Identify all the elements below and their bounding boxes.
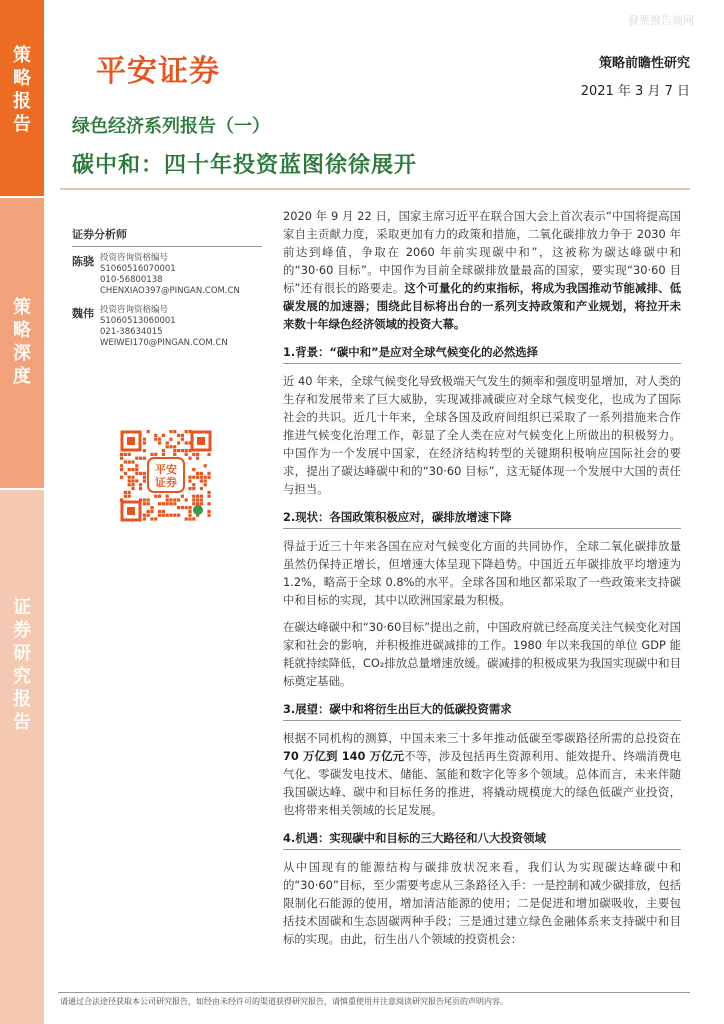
qr-module [166, 514, 169, 517]
qr-module [173, 502, 176, 505]
qr-module [166, 495, 169, 498]
analyst-cert-number: S1060516070001 [100, 264, 176, 274]
qr-module [207, 510, 210, 513]
analyst-cert-label: 投资咨询资格编号 [100, 305, 169, 315]
qr-module [188, 510, 191, 513]
sidebar-char: 券 [13, 620, 31, 641]
qr-module [124, 495, 127, 498]
qr-module [192, 453, 195, 456]
report-type-label: 策略前瞻性研究 [598, 56, 690, 71]
qr-module [135, 472, 138, 475]
sidebar-char: 究 [13, 666, 31, 687]
qr-module [185, 498, 188, 501]
qr-module [207, 495, 210, 498]
qr-module [173, 430, 176, 433]
qr-module [185, 517, 188, 520]
qr-module [169, 438, 172, 441]
qr-module [128, 479, 131, 482]
qr-module [188, 506, 191, 509]
qr-module [120, 457, 123, 460]
qr-module [131, 483, 134, 486]
qr-module [154, 453, 157, 456]
sidebar-char: 告 [13, 114, 31, 135]
qr-module [169, 430, 172, 433]
qr-module [139, 472, 142, 475]
qr-module [154, 434, 157, 437]
qr-module [173, 498, 176, 501]
report-date: 2021 年 3 月 7 日 [580, 84, 690, 99]
sidebar-block-depth [0, 198, 44, 488]
qr-module [150, 506, 153, 509]
qr-module [158, 438, 161, 441]
qr-module [181, 438, 184, 441]
qr-module [131, 460, 134, 463]
qr-module [181, 449, 184, 452]
qr-module [128, 483, 131, 486]
qr-module [143, 449, 146, 452]
qr-module [135, 457, 138, 460]
qr-module [192, 476, 195, 479]
qr-module [124, 453, 127, 456]
qr-module [143, 476, 146, 479]
qr-module [192, 495, 195, 498]
qr-module [128, 453, 131, 456]
qr-module [173, 449, 176, 452]
qr-module [131, 479, 134, 482]
sidebar-char: 策 [13, 297, 31, 318]
qr-module [158, 495, 161, 498]
qr-module [135, 468, 138, 471]
qr-module [143, 472, 146, 475]
qr-module [150, 517, 153, 520]
section-paragraph: 近 40 年来，全球气候变化导致极端天气发生的频率和强度明显增加，对人类的生存和发展带来了巨大威胁，实现减排减碳应对全球气候变化，也成为了国际社会的共识。近几十年来，全球各国及政府间组织已采取了一系列措施来合作推进气候变化治理工作，彰显了全人类在应对气候变化上所做出的积极努力。中国作为一个发展中国家，在经济结构转型的关键期积极响应国际社会的要求，提出了碳达峰碳中和的“30·60 目标”，这无疑体现一个发展中大国的责任与担当。 [283, 374, 681, 496]
qr-module [207, 502, 210, 505]
qr-module [120, 453, 123, 456]
sidebar-char: 研 [13, 643, 31, 664]
qr-module [143, 502, 146, 505]
qr-module [158, 502, 161, 505]
qr-module [120, 464, 123, 467]
qr-module [207, 453, 210, 456]
section-heading: 2.现状：各国政策积极应对，碳排放增速下降 [283, 507, 681, 529]
sidebar-block-research [0, 490, 44, 1024]
qr-module [185, 430, 188, 433]
sidebar-block-report [0, 0, 44, 196]
investment-range: 70 万亿到 140 万亿元 [283, 749, 405, 763]
qr-code-image [118, 428, 214, 524]
qr-module [143, 441, 146, 444]
analyst-entry [72, 305, 262, 349]
qr-module [185, 441, 188, 444]
qr-module [135, 479, 138, 482]
qr-module [128, 491, 131, 494]
qr-module [135, 464, 138, 467]
qr-module [169, 514, 172, 517]
qr-module [188, 514, 191, 517]
company-logo: 平安证券 [96, 54, 220, 89]
report-body [283, 207, 681, 957]
qr-module [147, 514, 150, 517]
qr-module [173, 514, 176, 517]
left-sidebar [0, 0, 44, 1024]
qr-module [124, 460, 127, 463]
qr-module [181, 495, 184, 498]
qr-module [169, 445, 172, 448]
qr-module [124, 472, 127, 475]
qr-module [196, 498, 199, 501]
series-title: 绿色经济系列报告（一） [72, 116, 270, 137]
qr-module [162, 449, 165, 452]
qr-module [154, 517, 157, 520]
qr-module [131, 476, 134, 479]
qr-module [192, 483, 195, 486]
qr-module [158, 510, 161, 513]
qr-module [185, 506, 188, 509]
qr-module [177, 498, 180, 501]
qr-module [120, 468, 123, 471]
qr-module [200, 472, 203, 475]
qr-module [158, 514, 161, 517]
qr-module [120, 476, 123, 479]
analyst-panel [72, 226, 262, 357]
qr-module [139, 487, 142, 490]
qr-module [139, 457, 142, 460]
qr-module [169, 498, 172, 501]
qr-module [162, 502, 165, 505]
qr-module [177, 449, 180, 452]
qr-module [192, 502, 195, 505]
qr-module [177, 506, 180, 509]
qr-module [204, 483, 207, 486]
qr-module [188, 517, 191, 520]
qr-module [188, 487, 191, 490]
qr-module [196, 502, 199, 505]
analyst-name: 陈骁 [72, 255, 94, 268]
intro-emphasis: 这个可量化的约束指标，将成为我国推动节能减排、低碳发展的加速器；围绕此目标将出台的一系列支持政策和产业规划，将拉开未来数十年绿色经济领域的投资大幕。 [283, 281, 681, 331]
qr-module [150, 453, 153, 456]
qr-module [173, 453, 176, 456]
footer-disclaimer: 请通过合法途径获取本公司研究报告，如经由未经许可的渠道获得研究报告，请慎重使用并注意阅读研究报告尾页的声明内容。 [60, 997, 508, 1006]
section-paragraph: 从中国现有的能源结构与碳排放状况来看，我们认为实现碳达峰碳中和的“30·60”目标，至少需要考虑从三条路径入手：一是控制和减少碳排放，包括限制化石能源的使用，增加清洁能源的使用；二是促进和增加碳吸收，主要包括技术固碳和生态固碳两种手段；三是通过建立绿色金融体系来支持碳中和目标的实现。由此，衍生出八个领域的投资机会： [283, 860, 681, 946]
intro-text: 2020 年 9 月 22 日，国家主席习近平在联合国大会上首次表示“中国将提高国家自主贡献力度，采取更加有力的政策和措施，二氧化碳排放力争于 2030 年前达到峰值，争取在 2060 年前实现碳中和”，这被称为碳达峰碳中和的“30·60 目标”。中国作为目前全球碳排放量最高的国家，要实现“30·60 目标”还有很长的路要走。 [283, 209, 681, 295]
qr-logo-text-1: 平安 [155, 463, 177, 476]
qr-module [162, 453, 165, 456]
qr-module [196, 457, 199, 460]
qr-module [207, 514, 210, 517]
qr-module [143, 438, 146, 441]
qr-module [143, 514, 146, 517]
section-heading: 1.背景：“碳中和”是应对全球气候变化的必然选择 [283, 342, 681, 364]
title-divider [60, 188, 690, 190]
sidebar-char: 略 [13, 320, 31, 341]
qr-module [143, 479, 146, 482]
analyst-heading: 证券分析师 [72, 226, 262, 247]
qr-module [143, 457, 146, 460]
qr-module [158, 441, 161, 444]
intro-paragraph [283, 207, 681, 333]
section-paragraph: 在碳达峰碳中和“30·60目标”提出之前，中国政府就已经高度关注气候变化对国家和社会的影响，并积极推进碳减排的工作。1980 年以来我国的单位 GDP 能耗就持续降低，CO₂排放总量增速放缓。碳减排的积极成果为我国实现碳中和目标奠定基础。 [283, 620, 681, 688]
qr-module [196, 495, 199, 498]
qr-module [143, 517, 146, 520]
qr-module [204, 479, 207, 482]
qr-module [192, 468, 195, 471]
qr-module [131, 487, 134, 490]
qr-module [162, 510, 165, 513]
qr-module [154, 438, 157, 441]
qr-module [166, 498, 169, 501]
qr-module [162, 434, 165, 437]
qr-module [192, 487, 195, 490]
qr-module [128, 476, 131, 479]
qr-module [185, 453, 188, 456]
qr-module [166, 502, 169, 505]
qr-module [200, 502, 203, 505]
qr-module [188, 476, 191, 479]
qr-module [147, 502, 150, 505]
qr-module [166, 445, 169, 448]
qr-module [166, 441, 169, 444]
analyst-phone: 010-56800138 [100, 275, 163, 285]
qr-module [154, 495, 157, 498]
page-title: 碳中和：四十年投资蓝图徐徐展开 [72, 153, 418, 178]
qr-module [204, 464, 207, 467]
watermark: 發票撥告商网 [628, 14, 694, 27]
qr-module [147, 498, 150, 501]
qr-module [173, 445, 176, 448]
qr-module [181, 506, 184, 509]
sidebar-char: 策 [13, 45, 31, 66]
sidebar-char: 报 [13, 91, 31, 112]
qr-module [200, 479, 203, 482]
qr-module [128, 468, 131, 471]
analyst-cert-label: 投资咨询资格编号 [100, 253, 169, 263]
analyst-entry [72, 253, 262, 297]
qr-module [204, 476, 207, 479]
qr-module [200, 495, 203, 498]
qr-module [196, 453, 199, 456]
sidebar-char: 深 [13, 343, 31, 364]
section-heading: 4.机遇：实现碳中和目标的三大路径和八大投资领域 [283, 828, 681, 850]
analyst-phone: 021-38634015 [100, 327, 163, 337]
qr-module [188, 479, 191, 482]
qr-module [200, 498, 203, 501]
qr-module [185, 449, 188, 452]
analyst-email[interactable]: WEIWEI170@PINGAN.COM.CN [100, 338, 228, 348]
qr-module [200, 476, 203, 479]
qr-module [124, 491, 127, 494]
qr-module [128, 495, 131, 498]
section-heading: 3.展望：碳中和将衍生出巨大的低碳投资需求 [283, 699, 681, 721]
analyst-name: 魏伟 [72, 307, 94, 320]
qr-module [207, 491, 210, 494]
footer-divider [58, 992, 690, 993]
analyst-email[interactable]: CHENXIAO397@PINGAN.COM.CN [100, 286, 240, 296]
qr-module [196, 472, 199, 475]
qr-module [147, 510, 150, 513]
qr-module [139, 483, 142, 486]
sidebar-char: 告 [13, 712, 31, 733]
qr-module [143, 498, 146, 501]
qr-module [131, 468, 134, 471]
sidebar-char: 略 [13, 68, 31, 89]
qr-module [188, 457, 191, 460]
section-paragraph: 得益于近三十年来各国在应对气候变化方面的共同协作，全球二氧化碳排放量虽然仍保持正增长，但增速大体呈现下降趋势。中国近五年碳排放平均增速为 1.2%，略高于全球 0.8%的水平。全球各国和地区都采取了一些政策来支持碳中和目标的实现，其中以欧洲国家最为积极。 [283, 539, 681, 607]
qr-module [207, 476, 210, 479]
qr-module [196, 476, 199, 479]
sidebar-char: 证 [13, 597, 31, 618]
qr-module [181, 434, 184, 437]
qr-module [177, 441, 180, 444]
sidebar-char: 报 [13, 689, 31, 710]
qr-module [192, 517, 195, 520]
qr-module [200, 487, 203, 490]
section-paragraph: 根据不同机构的测算，中国未来三十多年推动低碳至零碳路径所需的总投资在 70 万亿到 140 万亿元不等，涉及包括再生资源利用、能效提升、终端消费电气化、零碳发电技术、储能、氢能和数字化等多个领域。总体而言，未来伴随我国碳达峰、碳中和目标任务的推进，将撬动规模庞大的绿色低碳产业投资，也将带来相关领域的长足发展。 [283, 731, 681, 817]
qr-module [177, 434, 180, 437]
qr-module [177, 514, 180, 517]
qr-module [192, 498, 195, 501]
sidebar-char: 度 [13, 366, 31, 387]
qr-module [147, 430, 150, 433]
qr-module [207, 472, 210, 475]
qr-module [162, 514, 165, 517]
qr-module [150, 510, 153, 513]
qr-module [128, 460, 131, 463]
qr-module [169, 502, 172, 505]
qr-logo-text-2: 证券 [155, 476, 177, 489]
analyst-cert-number: S1060513060001 [100, 316, 176, 326]
